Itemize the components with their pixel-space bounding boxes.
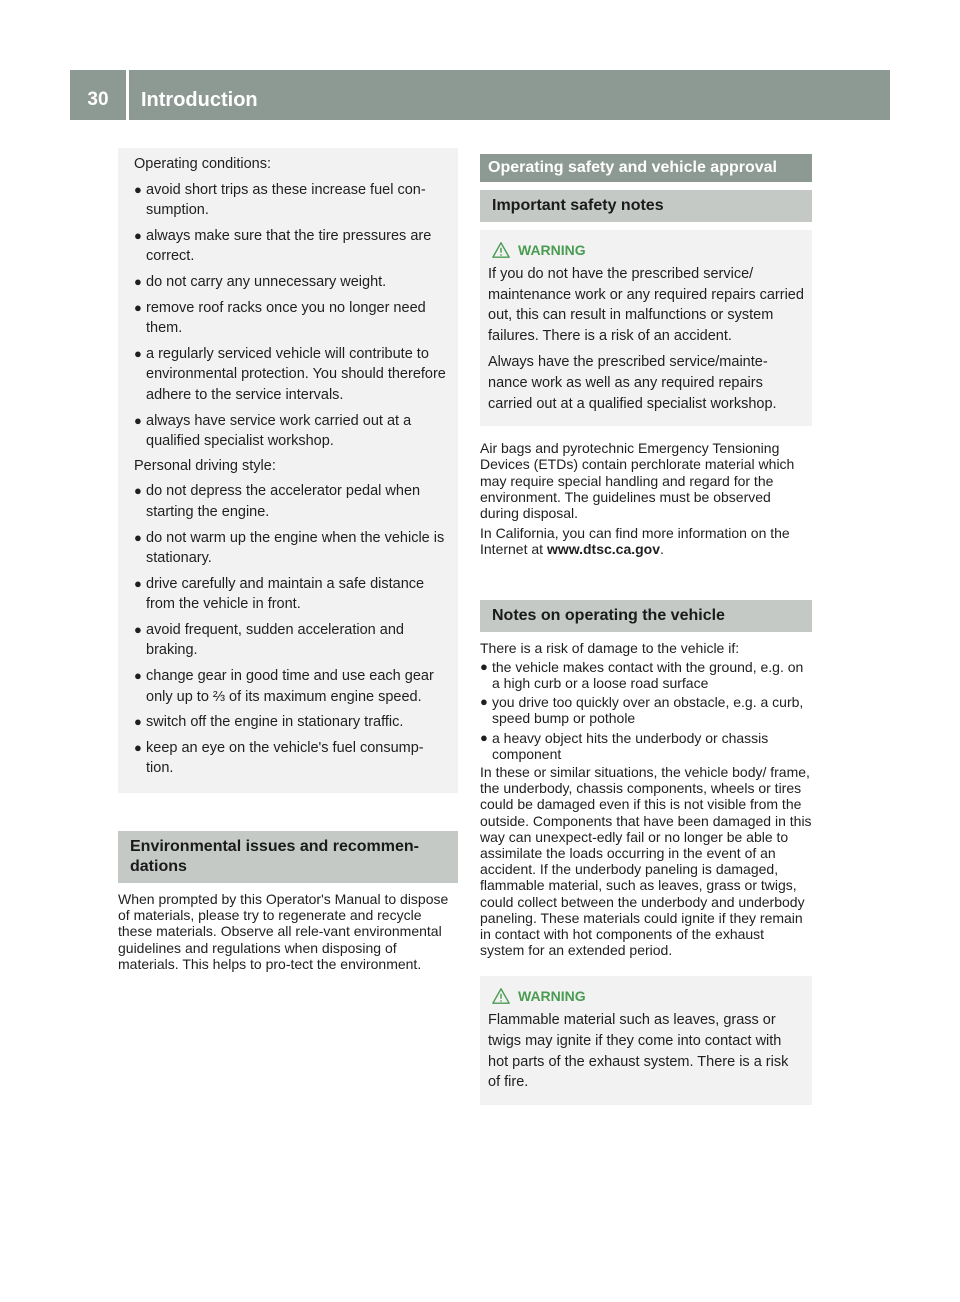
bullet-icon: ● xyxy=(480,729,488,745)
bullet-icon: ● xyxy=(134,273,142,289)
page-header xyxy=(70,70,890,120)
list-item: ● always make sure that the tire pressures are correct. xyxy=(134,227,432,265)
warning-icon xyxy=(492,987,510,1005)
bullet-icon: ● xyxy=(134,621,142,637)
left-column xyxy=(118,148,458,972)
safety-notes-heading: Important safety notes xyxy=(480,190,812,222)
driving-style-label: Personal driving style: xyxy=(134,457,276,474)
bullet-icon: ● xyxy=(134,529,142,545)
list-item: ● always have service work carried out at a qualified specialist workshop. xyxy=(134,412,412,450)
page-number: 30 xyxy=(87,89,109,110)
bullet-icon: ● xyxy=(134,714,142,730)
warning-label: WARNING xyxy=(518,242,586,258)
list-item: ● avoid frequent, sudden acceleration and braking. xyxy=(134,621,404,659)
environmental-heading: Environmental issues and recommen-dations xyxy=(118,831,458,883)
driving-style-list xyxy=(134,481,450,779)
operating-notes-heading: Notes on operating the vehicle xyxy=(480,600,812,632)
list-item: ● the vehicle makes contact with the ground, e.g. on a high curb or a loose road surface xyxy=(480,658,804,691)
list-item: ● avoid short trips as these increase fuel con-sumption. xyxy=(134,181,426,219)
warning-text: Flammable material such as leaves, grass or twigs may ignite if they come into contact with hot parts of the exhaust system. There is a risk of fire. xyxy=(488,1012,789,1091)
california-info-text: In California, you can find more information on the Internet at www.dtsc.ca.gov. xyxy=(480,525,790,558)
warning-icon xyxy=(492,241,510,259)
environmental-text: When prompted by this Operator's Manual to dispose of materials, please try to regenerate and recycle these materials. Observe all rele-vant environmental guidelines and regulations when disposing of materials. This helps to pro-tect the environment. xyxy=(118,891,449,972)
list-item: ● keep an eye on the vehicle's fuel consump-tion. xyxy=(134,739,424,777)
bullet-icon: ● xyxy=(134,739,142,755)
chapter-title: Introduction xyxy=(141,89,258,111)
airbag-disposal-text: Air bags and pyrotechnic Emergency Tensioning Devices (ETDs) contain perchlorate material which may require special handling and regard for the environment. The guidelines must be observed during disposal. xyxy=(480,440,795,521)
list-item: ● you drive too quickly over an obstacle, e.g. a curb, speed bump or pothole xyxy=(480,694,804,727)
right-column xyxy=(480,154,812,1105)
bullet-icon: ● xyxy=(134,412,142,428)
fire-warning-box xyxy=(480,976,812,1104)
dtsc-link[interactable]: www.dtsc.ca.gov xyxy=(546,541,661,558)
warning-label: WARNING xyxy=(518,988,586,1005)
list-item: ● switch off the engine in stationary traffic. xyxy=(134,712,450,733)
bullet-icon: ● xyxy=(480,694,488,710)
bullet-icon: ● xyxy=(480,658,488,674)
list-item: ● remove roof racks once you no longer need them. xyxy=(134,299,426,337)
list-item: ● a regularly serviced vehicle will contribute to environmental protection. You should therefore adhere to the service intervals. xyxy=(134,345,446,403)
warning-header xyxy=(488,240,804,260)
bullet-icon: ● xyxy=(134,299,142,315)
operating-conditions-list xyxy=(134,180,450,452)
list-item: ● do not warm up the engine when the vehicle is stationary. xyxy=(134,529,445,567)
list-item: ● change gear in good time and use each gear only up to ⅔ of its maximum engine speed. xyxy=(134,668,434,705)
bullet-icon: ● xyxy=(134,345,142,361)
header-divider xyxy=(126,70,129,120)
warning-text: If you do not have the prescribed service/ maintenance work or any required repairs carried out, this can result in malfunctions or system failures. There is a risk of an accident. xyxy=(488,266,804,344)
service-warning-box xyxy=(480,230,812,426)
fuel-tips-box xyxy=(118,148,458,793)
operating-safety-heading: Operating safety and vehicle approval xyxy=(480,154,812,182)
bullet-icon: ● xyxy=(134,227,142,243)
risk-intro: There is a risk of damage to the vehicle if: xyxy=(480,639,740,656)
list-item: ● drive carefully and maintain a safe distance from the vehicle in front. xyxy=(134,575,425,613)
warning-instruction: Always have the prescribed service/mainte-nance work as well as any required repairs carried out at a qualified specialist workshop. xyxy=(488,354,777,412)
damage-situations-text: In these or similar situations, the vehicle body/ frame, the underbody, chassis components, wheels or tires could be damaged even if this is not visible from the outside. Components that have been damaged in this way can unexpect-edly fail or no longer be able to assimilate the loads occurring in the event of an accident. If the underbody paneling is damaged, flammable material, such as leaves, grass or twigs, could collect between the underbody and underbody paneling. These materials could ignite if they remain in contact with hot components of the exhaust system for an extended period. xyxy=(480,764,812,959)
list-item: ● do not depress the accelerator pedal when starting the engine. xyxy=(134,483,421,520)
list-item: ● do not carry any unnecessary weight. xyxy=(134,272,450,293)
bullet-icon: ● xyxy=(134,575,142,591)
warning-header xyxy=(488,986,804,1006)
operating-conditions-label: Operating conditions: xyxy=(134,156,272,172)
bullet-icon: ● xyxy=(134,483,142,499)
risk-list xyxy=(480,659,812,762)
list-item: ● a heavy object hits the underbody or chassis component xyxy=(480,729,769,762)
bullet-icon: ● xyxy=(134,181,142,197)
bullet-icon: ● xyxy=(134,668,142,684)
